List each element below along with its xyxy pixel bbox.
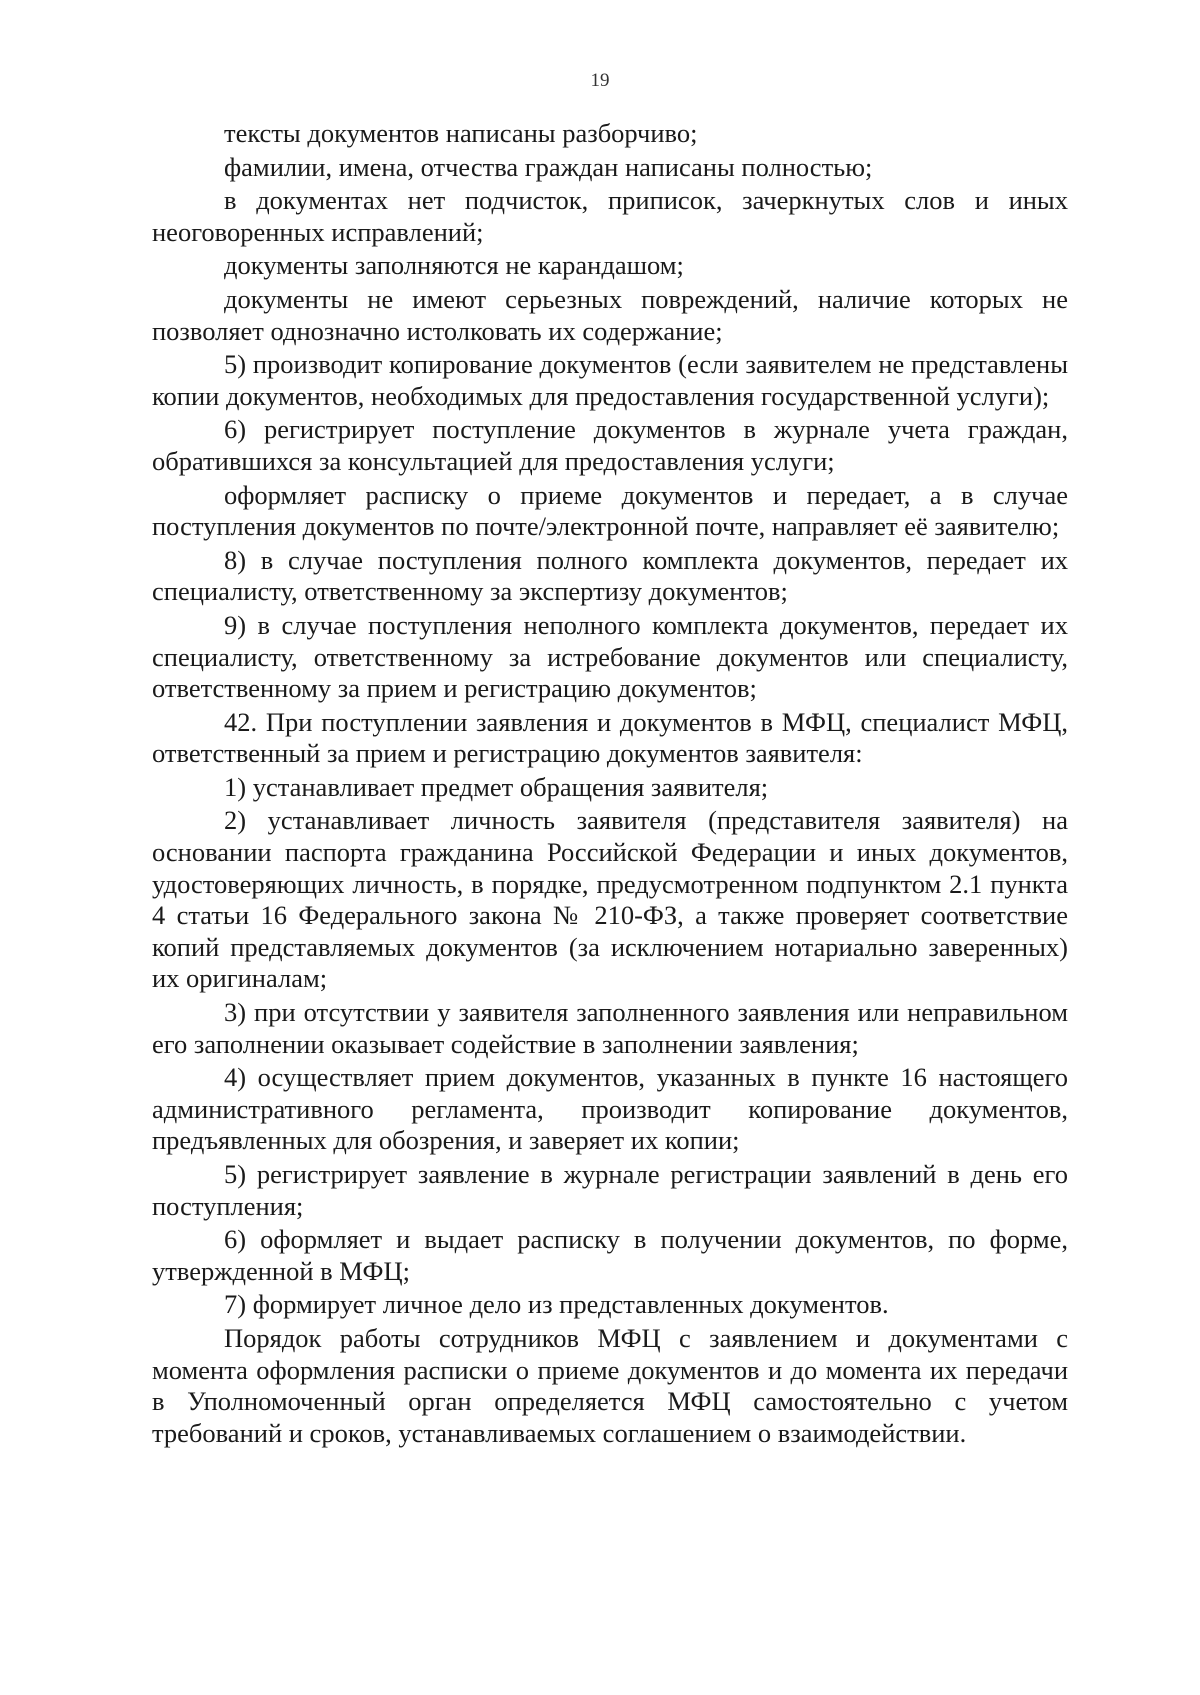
paragraph: документы заполняются не карандашом; xyxy=(224,250,684,281)
paragraph: оформляет расписку о приеме документов и передает, а в случае поступления документов по почте/электронной почте, направляет её заявителю; xyxy=(152,479,1068,542)
paragraph: 5) регистрирует заявление в журнале регистрации заявлений в день его поступления; xyxy=(152,1159,1068,1221)
paragraph: 6) регистрирует поступление документов в журнале учета граждан, обратившихся за консультацией для предоставления услуги; xyxy=(152,414,1068,476)
paragraph: 42. При поступлении заявления и документов в МФЦ, специалист МФЦ, ответственный за прием и регистрацию документов заявителя: xyxy=(152,706,1068,769)
paragraph: 2) устанавливает личность заявителя (представителя заявителя) на основании паспорта гражданина Российской Федерации и иных документов, удостоверяющих личность, в порядке, предусмотренном подпунктом 2.1 пункта 4 статьи 16 Федерального закона № 210-ФЗ, а также проверяет соответствие копий представляемых документов (за исключением нотариально заверенных) их оригиналам; xyxy=(152,805,1068,994)
paragraph: Порядок работы сотрудников МФЦ с заявлением и документами с момента оформления расписки о приеме документов и до момента их передачи в Уполномоченный орган определяется МФЦ самостоятельно с учетом требований и сроков, устанавливаемых соглашением о взаимодействии. xyxy=(152,1322,1068,1448)
paragraph: 3) при отсутствии у заявителя заполненного заявления или неправильном его заполнении оказывает содействие в заполнении заявления; xyxy=(152,997,1068,1059)
paragraph: 8) в случае поступления полного комплекта документов, передает их специалисту, ответственному за экспертизу документов; xyxy=(152,544,1068,607)
paragraph: фамилии, имена, отчества граждан написаны полностью; xyxy=(224,151,873,182)
paragraph: 4) осуществляет прием документов, указанных в пункте 16 настоящего административного регламента, производит копирование документов, предъявленных для обозрения, и заверяет их копии; xyxy=(152,1062,1068,1156)
paragraph: документы не имеют серьезных повреждений, наличие которых не позволяет однозначно истолковать их содержание; xyxy=(152,283,1068,346)
paragraph: 9) в случае поступления неполного комплекта документов, передает их специалисту, ответственному за истребование документов или специалисту, ответственному за прием и регистрацию документов; xyxy=(152,609,1068,704)
document-body xyxy=(152,118,1068,1449)
paragraph: 6) оформляет и выдает расписку в получении документов, по форме, утвержденной в МФЦ; xyxy=(152,1224,1068,1286)
paragraph: 7) формирует личное дело из представленных документов. xyxy=(224,1289,889,1320)
paragraph: 1) устанавливает предмет обращения заявителя; xyxy=(224,771,769,802)
paragraph: тексты документов написаны разборчиво; xyxy=(224,118,698,148)
page-number: 19 xyxy=(590,70,610,91)
paragraph: в документах нет подчисток, приписок, зачеркнутых слов и иных неоговоренных исправлений; xyxy=(152,185,1068,247)
paragraph: 5) производит копирование документов (если заявителем не представлены копии документов, необходимых для предоставления государственной услуги); xyxy=(152,349,1068,411)
